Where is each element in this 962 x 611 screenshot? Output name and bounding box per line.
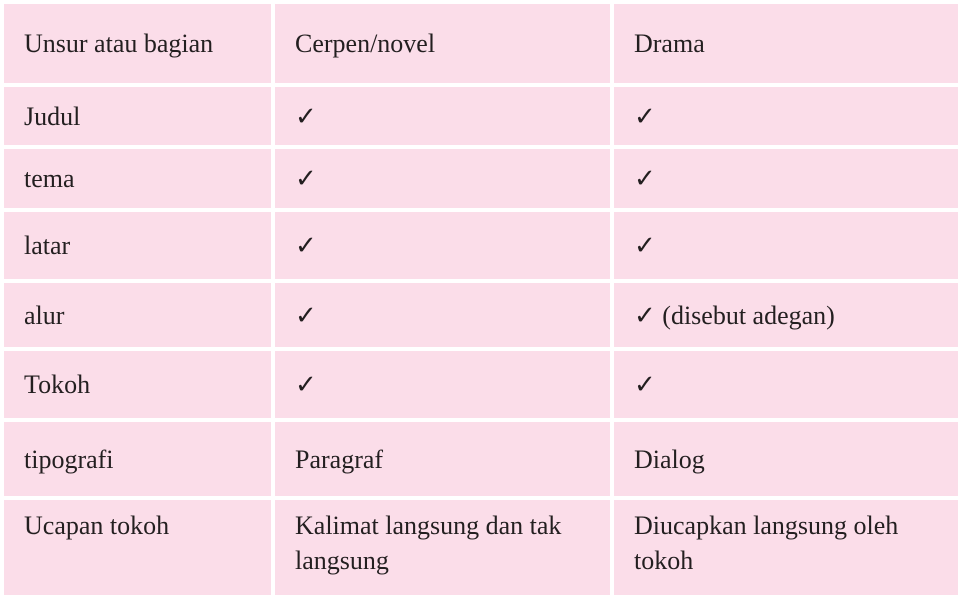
cell-text: Dialog [634,444,705,474]
table-cell [4,212,271,279]
check-mark: ✓ [295,300,317,330]
table-cell [614,283,958,347]
check-mark: ✓ [295,101,317,131]
check-mark: ✓ [634,370,656,399]
cell-text: Paragraf [295,444,384,474]
cell-text: tema [24,164,75,193]
table-cell [614,212,958,279]
header-text: Cerpen/novel [295,29,436,58]
comparison-table [4,4,958,607]
check-mark: ✓ [634,164,656,193]
check-mark: ✓ [634,101,656,131]
table-cell [275,422,610,496]
header-cell [614,4,958,83]
table-cell [4,87,271,145]
cell-text: Ucapan tokoh [24,511,170,540]
table-cell [275,87,610,145]
table-cell [614,500,958,595]
table-cell [4,283,271,347]
header-cell [275,4,610,83]
cell-text: alur [24,300,65,330]
table-cell [4,351,271,418]
check-mark: ✓ [634,231,656,260]
table-cell [275,149,610,208]
table-cell [4,422,271,496]
header-text: Unsur atau bagian [24,29,214,58]
cell-text: Kalimat langsung dan tak langsung [295,511,562,575]
cell-text: Tokoh [24,370,91,399]
table-cell [614,87,958,145]
table-cell [614,422,958,496]
table-cell [614,351,958,418]
cell-text: Diucapkan langsung oleh tokoh [634,511,899,575]
table-cell [614,149,958,208]
cell-text: latar [24,231,71,260]
table-cell [275,500,610,595]
table-cell [4,149,271,208]
header-text: Drama [634,29,705,58]
cell-text: tipografi [24,444,114,474]
table-cell [275,212,610,279]
check-mark: ✓ [295,231,317,260]
table-cell [4,500,271,595]
check-mark-with-note: ✓ (disebut adegan) [634,300,835,330]
check-mark: ✓ [295,370,317,399]
cell-text: Judul [24,101,81,131]
table-cell [275,283,610,347]
check-mark: ✓ [295,164,317,193]
table-cell [275,351,610,418]
header-cell [4,4,271,83]
